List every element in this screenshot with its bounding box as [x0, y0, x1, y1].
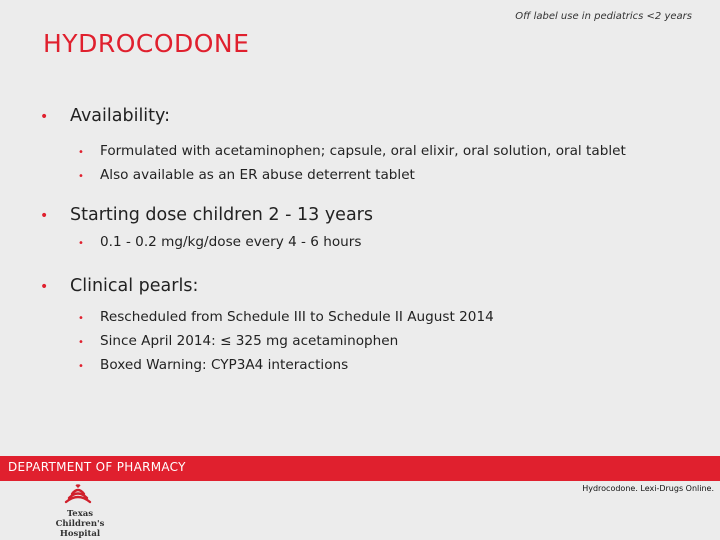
bullet-dot-icon: • [40, 208, 49, 224]
bullet-dot-icon: • [78, 337, 84, 348]
sub-bullet-list [78, 306, 700, 378]
sub-bullet [78, 140, 700, 164]
citation: Hydrocodone. Lexi-Drugs Online. [582, 484, 714, 493]
department-label: DEPARTMENT OF PHARMACY [8, 460, 186, 474]
section-starting-dose [40, 202, 700, 255]
bullet-l1 [40, 202, 700, 229]
section-heading: Starting dose children 2 - 13 years [70, 205, 373, 225]
bullet-dot-icon: • [78, 171, 84, 182]
section-clinical-pearls [40, 273, 700, 378]
bullet-dot-icon: • [78, 147, 84, 158]
hospital-logo-text [42, 509, 118, 539]
footer-bar [0, 456, 720, 481]
section-availability [40, 103, 700, 188]
sub-bullet-text: Boxed Warning: CYP3A4 interactions [100, 357, 349, 373]
slide-content [40, 103, 700, 378]
sub-bullet-text: Rescheduled from Schedule III to Schedule II August 2014 [100, 309, 494, 325]
bullet-dot-icon: • [78, 313, 84, 324]
sub-bullet [78, 306, 700, 330]
section-heading: Clinical pearls: [70, 276, 199, 296]
bullet-dot-icon: • [40, 279, 49, 295]
bullet-dot-icon: • [40, 109, 49, 125]
sub-bullet [78, 231, 700, 255]
sub-bullet [78, 164, 700, 188]
bullet-l1 [40, 103, 700, 130]
sub-bullet-text: Since April 2014: ≤ 325 mg acetaminophen [100, 333, 399, 349]
bullet-l1 [40, 273, 700, 300]
sub-bullet-text: Also available as an ER abuse deterrent tablet [100, 167, 415, 183]
sub-bullet [78, 354, 700, 378]
sub-bullet-text: 0.1 - 0.2 mg/kg/dose every 4 - 6 hours [100, 234, 362, 250]
bullet-dot-icon: • [78, 238, 84, 249]
sub-bullet-list [78, 140, 700, 188]
logo-line-2: Hospital [59, 529, 101, 539]
sub-bullet-list [78, 231, 700, 255]
off-label-note: Off label use in pediatrics <2 years [515, 11, 692, 22]
sub-bullet-text: Formulated with acetaminophen; capsule, oral elixir, oral solution, oral tablet [100, 143, 626, 159]
section-heading: Availability: [70, 106, 171, 126]
sub-bullet [78, 330, 700, 354]
slide-title: HYDROCODONE [43, 29, 250, 58]
logo-line-1: Texas Children's [55, 509, 105, 529]
bullet-dot-icon: • [78, 361, 84, 372]
